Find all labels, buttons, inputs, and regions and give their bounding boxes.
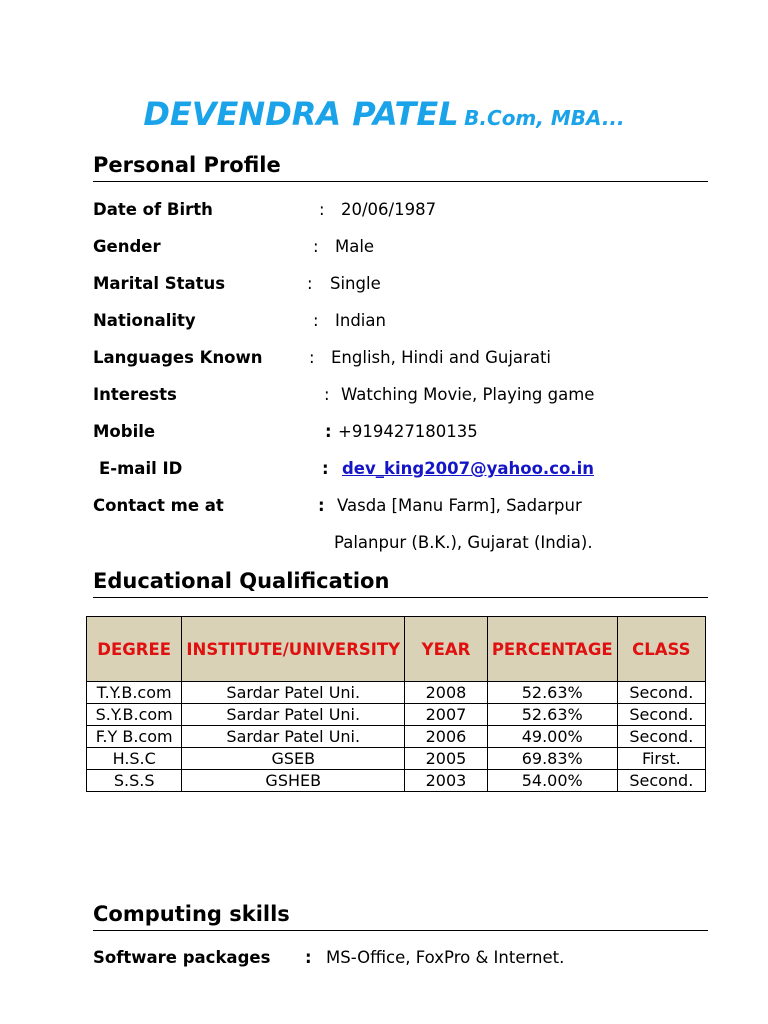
cell-degree: H.S.C [87,748,182,770]
cell-degree: T.Y.B.com [87,682,182,704]
mobile-value: +919427180135 [338,422,478,441]
header-percentage: PERCENTAGE [487,617,617,682]
dob-label: Date of Birth [93,200,213,219]
cell-institute: GSEB [182,748,405,770]
table-row [87,748,706,770]
cell-degree: F.Y B.com [87,726,182,748]
cell-year: 2003 [405,770,488,792]
cell-institute: Sardar Patel Uni. [182,704,405,726]
table-row [87,726,706,748]
marital-value: Single [330,274,381,293]
table-header-row [87,617,706,682]
table-row [87,704,706,726]
header-class: CLASS [617,617,705,682]
email-colon: : [322,459,329,478]
cell-class: Second. [617,726,705,748]
interests-label: Interests [93,385,177,404]
cell-year: 2007 [405,704,488,726]
section-computing-skills: Computing skills [93,902,708,931]
table-row [87,682,706,704]
marital-colon: : [307,274,313,293]
software-colon: : [305,948,312,967]
cell-percentage: 69.83% [487,748,617,770]
cell-institute: Sardar Patel Uni. [182,682,405,704]
contact-address-line2: Palanpur (B.K.), Gujarat (India). [334,533,593,552]
languages-colon: : [309,348,315,367]
cell-year: 2006 [405,726,488,748]
section-personal-profile: Personal Profile [93,153,708,182]
contact-label: Contact me at [93,496,224,515]
gender-value: Male [335,237,375,256]
software-label: Software packages [93,948,271,967]
cell-class: First. [617,748,705,770]
header-year: YEAR [405,617,488,682]
contact-address-line1: Vasda [Manu Farm], Sadarpur [337,496,582,515]
dob-colon: : [319,200,325,219]
marital-label: Marital Status [93,274,226,293]
header-degree: DEGREE [87,617,182,682]
education-table [86,616,706,792]
cell-year: 2005 [405,748,488,770]
candidate-name: DEVENDRA PATEL [143,95,459,133]
contact-colon: : [318,496,325,515]
cell-class: Second. [617,704,705,726]
cell-percentage: 52.63% [487,704,617,726]
dob-value: 20/06/1987 [341,200,437,219]
nationality-label: Nationality [93,311,196,330]
nationality-colon: : [313,311,319,330]
cell-percentage: 54.00% [487,770,617,792]
software-value: MS-Office, FoxPro & Internet. [326,948,565,967]
cell-institute: Sardar Patel Uni. [182,726,405,748]
resume-title [0,95,768,133]
gender-colon: : [313,237,319,256]
nationality-value: Indian [335,311,386,330]
languages-label: Languages Known [93,348,263,367]
cell-institute: GSHEB [182,770,405,792]
email-link[interactable]: dev_king2007@yahoo.co.in [342,459,594,478]
cell-year: 2008 [405,682,488,704]
candidate-degrees: B.Com, MBA... [464,106,625,130]
table-row [87,770,706,792]
cell-degree: S.S.S [87,770,182,792]
cell-percentage: 49.00% [487,726,617,748]
cell-percentage: 52.63% [487,682,617,704]
mobile-label: Mobile [93,422,156,441]
interests-colon: : [324,385,330,404]
gender-label: Gender [93,237,161,256]
email-label: E-mail ID [99,459,183,478]
header-institute: INSTITUTE/UNIVERSITY [182,617,405,682]
cell-degree: S.Y.B.com [87,704,182,726]
interests-value: Watching Movie, Playing game [341,385,595,404]
cell-class: Second. [617,770,705,792]
cell-class: Second. [617,682,705,704]
section-educational-qualification: Educational Qualification [93,569,708,598]
languages-value: English, Hindi and Gujarati [331,348,551,367]
mobile-colon: : [325,422,332,441]
